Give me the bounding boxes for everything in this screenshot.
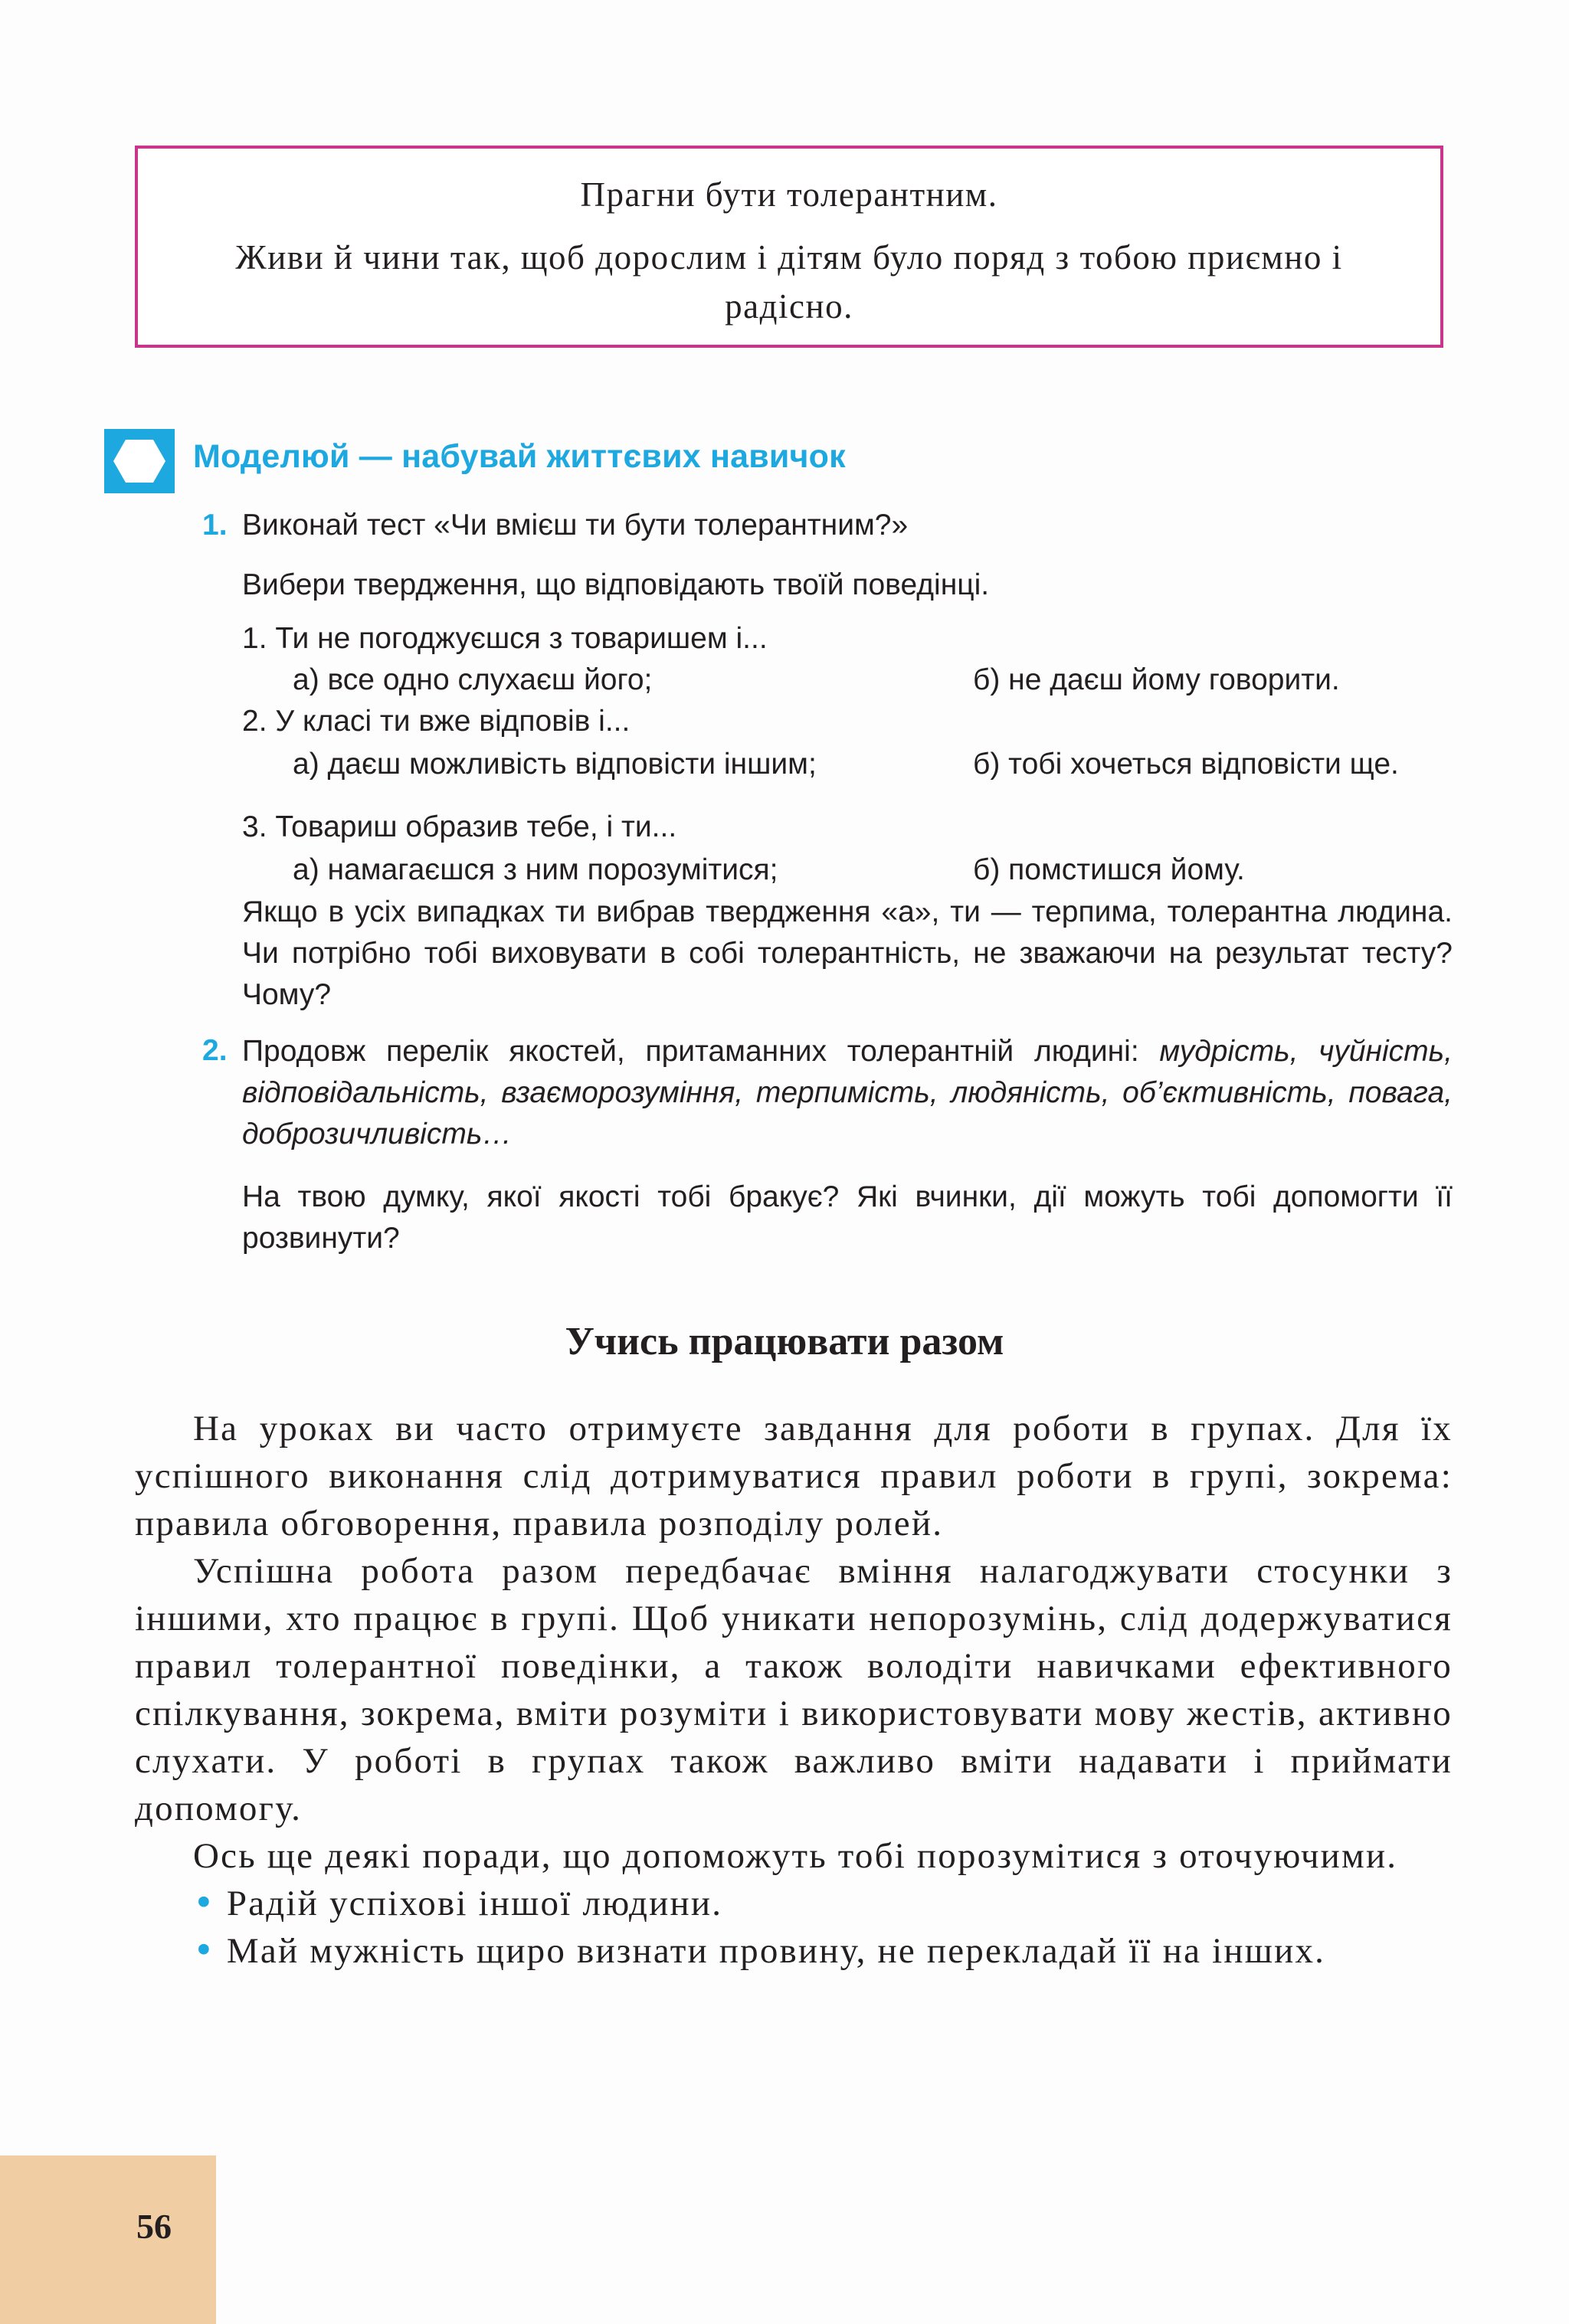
task-2-number: 2. [202, 1034, 228, 1067]
page-number: 56 [136, 2207, 172, 2246]
question-1-option-b: б) не даєш йому говорити. [973, 663, 1340, 696]
question-3: 3. Товариш образив тебе, і ти... [242, 810, 677, 843]
motto-line-1: Прагни бути толерантним. [580, 175, 998, 214]
task-2-text [242, 1031, 1453, 1155]
section-heading: Учись працювати разом [565, 1320, 1004, 1363]
paragraph-3: Ось ще деякі поради, що допоможуть тобі порозумітися з оточуючими. [193, 1836, 1398, 1876]
task-2-question: На твою думку, якої якості тобі бракує? Які вчинки, дії можуть тобі допомогти її розвинути? [242, 1180, 1453, 1255]
page-number-block [0, 2155, 216, 2324]
motto-box [135, 146, 1443, 348]
task-1-instruction: Вибери твердження, що відповідають твоїй поведінці. [242, 568, 990, 601]
question-2-option-b: б) тобі хочеться відповісти ще. [973, 748, 1399, 781]
question-3-option-a: а) намагаєшся з ним порозумітися; [293, 853, 778, 886]
bullet-item-1: • Радій успіхові іншої людини. [193, 1882, 723, 1924]
motto-line-2: Живи й чини так, щоб дорослим і дітям було поряд з тобою приємно і радісно. [235, 238, 1343, 326]
bullet-item-2: • Май мужність щиро визнати провину, не перекладай її на інших. [193, 1930, 1326, 1972]
paragraph-2: Успішна робота разом передбачає вміння налагоджувати стосунки з іншими, хто працює в групі. Щоб уникати непорозумінь, слід додержуватися правил толерантної поведінки, а також володіти навичками ефективного спілкування, зокрема, вміти розуміти і використовувати мову жестів, активно слухати. У роботі в групах також важливо вміти надавати і приймати допомогу. [135, 1551, 1453, 1828]
task-1-number: 1. [202, 509, 228, 542]
task-1-title: Виконай тест «Чи вмієш ти бути толерантним?» [242, 509, 909, 542]
hexagon-icon [104, 429, 175, 493]
section-title: Моделюй — набувай життєвих навичок [193, 438, 846, 475]
main-text [135, 1405, 1453, 1975]
question-3-option-b: б) помстишся йому. [973, 853, 1245, 886]
question-1-option-a: а) все одно слухаєш його; [293, 663, 653, 696]
bullet-icon: • [193, 1930, 216, 1972]
task-2-lead: Продовж перелік якостей, притаманних толерантній людині: [242, 1035, 1160, 1068]
question-1: 1. Ти не погоджуєшся з товаришем і... [242, 622, 768, 655]
task-1-conclusion: Якщо в усіх випадках ти вибрав твердження «а», ти — терпима, толерантна людина. Чи потрібно тобі виховувати в собі толерантність, не зважаючи на результат тесту? Чому? [242, 895, 1453, 1011]
task-2-qualities: мудрість, чуйність, відповідальність, взаєморозуміння, терпимість, людяність, об’єктивність, повага, доброзичливість… [242, 1035, 1453, 1151]
question-2-option-a: а) даєш можливість відповісти іншим; [293, 748, 817, 781]
bullet-icon: • [193, 1882, 216, 1924]
question-2: 2. У класі ти вже відповів і... [242, 705, 631, 738]
paragraph-1: На уроках ви часто отримуєте завдання для роботи в групах. Для їх успішного виконання слід дотримуватися правил роботи в групі, зокрема: правила обговорення, правила розподілу ролей. [135, 1409, 1453, 1543]
